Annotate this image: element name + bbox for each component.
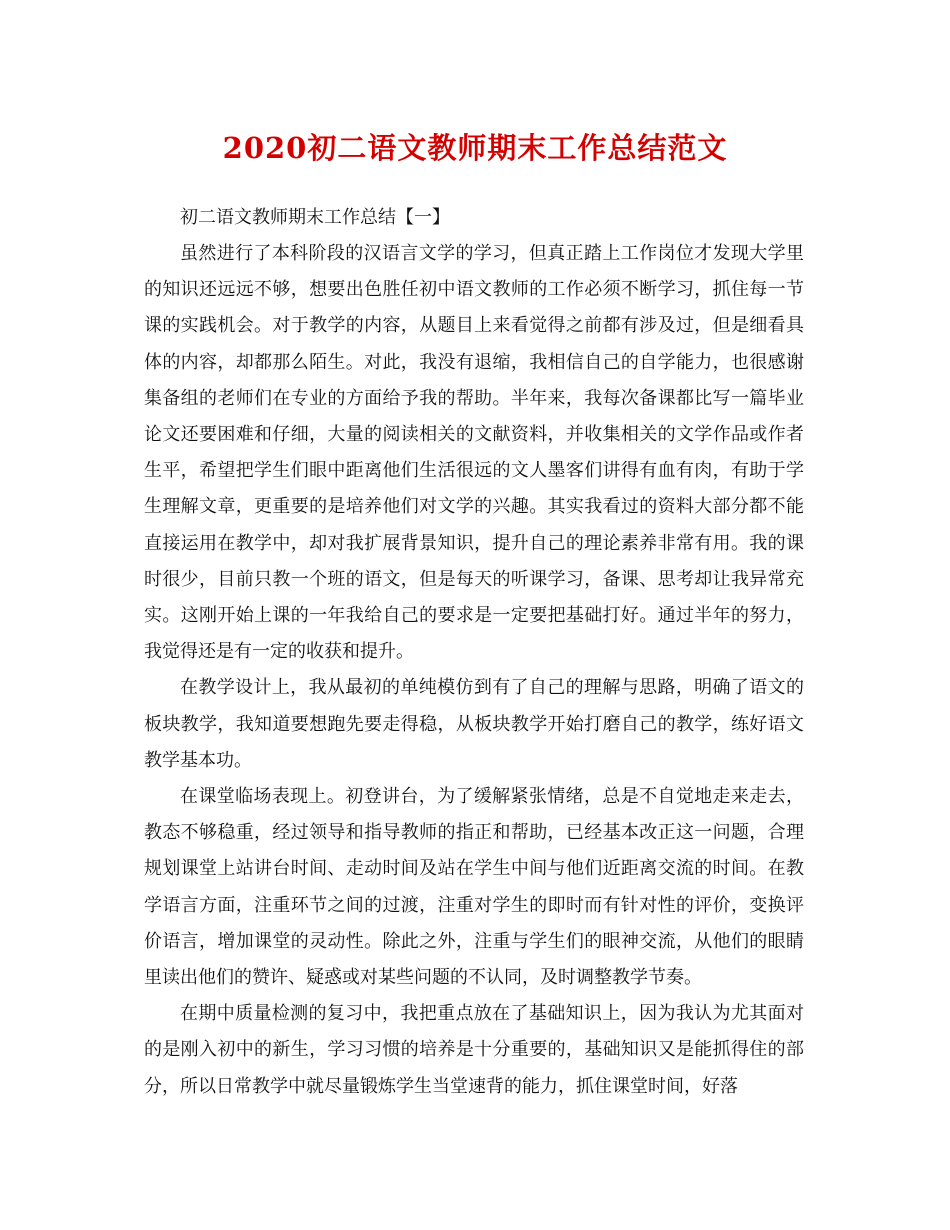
- paragraph-3: 在课堂临场表现上。初登讲台，为了缓解紧张情绪，总是不自觉地走来走去，教态不够稳重，经过领导和指导教师的指正和帮助，已经基本改正这一问题，合理规划课堂上站讲台时间、走动时间及站在学生中间与他们近距离交流的时间。在教学语言方面，注重环节之间的过渡，注重对学生的即时而有针对性的评价，变换评价语言，增加课堂的灵动性。除此之外，注重与学生们的眼神交流，从他们的眼睛里读出他们的赞许、疑惑或对某些问题的不认同，及时调整教学节奏。: [144, 786, 804, 989]
- paragraph-1: 虽然进行了本科阶段的汉语言文学的学习，但真正踏上工作岗位才发现大学里的知识还远远不够，想要出色胜任初中语文教师的工作必须不断学习，抓住每一节课的实践机会。对于教学的内容，从题目上来看觉得之前都有涉及过，但是细看具体的内容，却都那么陌生。对此，我没有退缩，我相信自己的自学能力，也很感谢集备组的老师们在专业的方面给予我的帮助。半年来，我每次备课都比写一篇毕业论文还要困难和仔细，大量的阅读相关的文献资料，并收集相关的文学作品或作者生平，希望把学生们眼中距离他们生活很远的文人墨客们讲得有血有肉，有助于学生理解文章，更重要的是培养他们对文学的兴趣。其实我看过的资料大部分都不能直接运用在教学中，却对我扩展背景知识，提升自己的理论素养非常有用。我的课时很少，目前只教一个班的语文，但是每天的听课学习，备课、思考却让我异常充实。这刚开始上课的一年我给自己的要求是一定要把基础打好。通过半年的努力，我觉得还是有一定的收获和提升。: [144, 243, 804, 663]
- document-body: [144, 200, 804, 1105]
- paragraph-2: 在教学设计上，我从最初的单纯模仿到有了自己的理解与思路，明确了语文的板块教学，我知道要想跑先要走得稳，从板块教学开始打磨自己的教学，练好语文教学基本功。: [144, 677, 804, 771]
- paragraph-4: 在期中质量检测的复习中，我把重点放在了基础知识上，因为我认为尤其面对的是刚入初中的新生，学习习惯的培养是十分重要的，基础知识又是能抓得住的部分，所以日常教学中就尽量锻炼学生当堂速背的能力，抓住课堂时间，好落: [144, 1003, 804, 1097]
- section-heading: 初二语文教师期末工作总结【一】: [180, 207, 450, 228]
- document-title: 2020初二语文教师期末工作总结范文: [222, 131, 728, 165]
